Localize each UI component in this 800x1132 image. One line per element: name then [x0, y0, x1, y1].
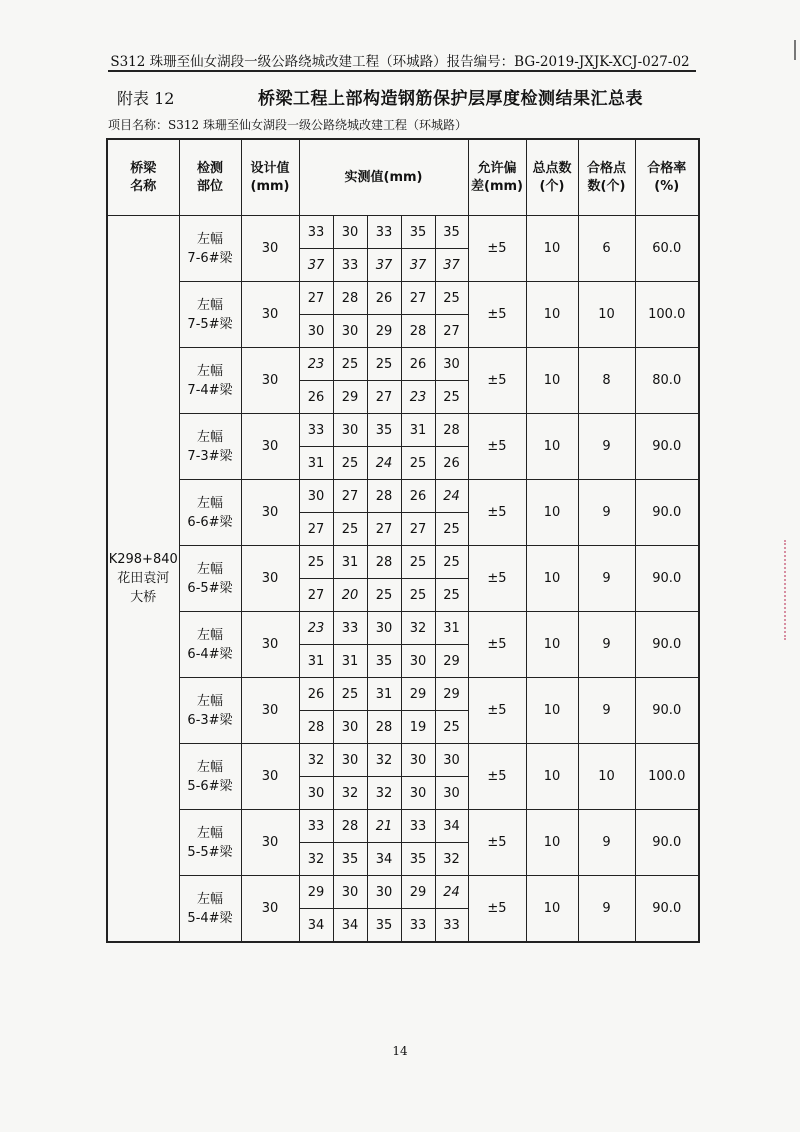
- location-side: 左幅: [196, 363, 223, 379]
- measured-value-cell: 21: [367, 810, 401, 843]
- measured-value-cell: 34: [367, 843, 401, 876]
- measured-value-cell: 33: [367, 216, 401, 249]
- location-beam: 5-5#梁: [187, 844, 233, 860]
- location-cell: [179, 414, 241, 480]
- measured-value-cell: 30: [299, 480, 333, 513]
- pass-cell: 9: [578, 678, 635, 744]
- measured-value-cell: 34: [435, 810, 468, 843]
- table-row: [107, 612, 699, 645]
- location-beam: 7-4#梁: [187, 382, 233, 398]
- measured-value-cell: 35: [401, 216, 435, 249]
- location-side: 左幅: [196, 429, 223, 445]
- measured-value-cell: 25: [435, 381, 468, 414]
- margin-stamp-mark: [784, 540, 796, 640]
- total-cell: 10: [526, 282, 578, 348]
- location-beam: 7-3#梁: [187, 448, 233, 464]
- measured-value-cell: 23: [401, 381, 435, 414]
- rate-cell: 90.0: [635, 546, 699, 612]
- location-cell: [179, 678, 241, 744]
- location-side: 左幅: [196, 627, 223, 643]
- measured-value-cell: 30: [401, 744, 435, 777]
- measured-value-cell: 25: [401, 579, 435, 612]
- design-value-cell: 30: [241, 348, 299, 414]
- measured-value-cell: 25: [333, 447, 367, 480]
- measured-value-cell: 30: [367, 876, 401, 909]
- table-row: [107, 876, 699, 909]
- bridge-name-line: 大桥: [130, 590, 157, 605]
- table-row: [107, 810, 699, 843]
- measured-value-cell: 33: [299, 810, 333, 843]
- measured-value-cell: 27: [401, 282, 435, 315]
- measured-value-cell: 25: [367, 348, 401, 381]
- measured-value-cell: 35: [435, 216, 468, 249]
- tol-cell: ±5: [468, 546, 526, 612]
- location-beam: 6-5#梁: [187, 580, 233, 596]
- measured-value-cell: 27: [299, 282, 333, 315]
- measured-value-cell: 32: [333, 777, 367, 810]
- measured-value-cell: 35: [367, 414, 401, 447]
- col-header-pass: 合格点 数(个): [578, 139, 635, 216]
- measured-value-cell: 25: [333, 513, 367, 546]
- measured-value-cell: 37: [435, 249, 468, 282]
- measured-value-cell: 29: [401, 678, 435, 711]
- design-value-cell: 30: [241, 810, 299, 876]
- measured-value-cell: 24: [435, 480, 468, 513]
- measured-value-cell: 29: [401, 876, 435, 909]
- rate-cell: 90.0: [635, 480, 699, 546]
- pass-cell: 9: [578, 876, 635, 943]
- tol-cell: ±5: [468, 678, 526, 744]
- measured-value-cell: 30: [401, 777, 435, 810]
- location-cell: [179, 744, 241, 810]
- measured-value-cell: 31: [367, 678, 401, 711]
- rate-cell: 90.0: [635, 876, 699, 943]
- pass-cell: 8: [578, 348, 635, 414]
- measured-value-cell: 25: [401, 546, 435, 579]
- measured-value-cell: 34: [299, 909, 333, 943]
- measured-value-cell: 29: [435, 645, 468, 678]
- measured-value-cell: 37: [367, 249, 401, 282]
- measured-value-cell: 29: [299, 876, 333, 909]
- measured-value-cell: 30: [333, 315, 367, 348]
- total-cell: 10: [526, 546, 578, 612]
- measured-value-cell: 33: [333, 612, 367, 645]
- design-value-cell: 30: [241, 414, 299, 480]
- header-rule: [108, 70, 696, 72]
- bridge-name-line: 花田袁河: [117, 571, 170, 586]
- location-side: 左幅: [196, 693, 223, 709]
- measured-value-cell: 28: [367, 546, 401, 579]
- project-name: 项目名称：S312 珠珊至仙女湖段一级公路绕城改建工程（环城路）: [108, 118, 467, 132]
- table-row: [107, 678, 699, 711]
- measured-value-cell: 29: [333, 381, 367, 414]
- measured-value-cell: 27: [367, 381, 401, 414]
- measured-value-cell: 35: [333, 843, 367, 876]
- measured-value-cell: 33: [401, 810, 435, 843]
- measured-value-cell: 26: [435, 447, 468, 480]
- location-cell: [179, 216, 241, 282]
- pass-cell: 10: [578, 282, 635, 348]
- measured-value-cell: 29: [435, 678, 468, 711]
- measured-value-cell: 33: [333, 249, 367, 282]
- measured-value-cell: 25: [435, 282, 468, 315]
- location-cell: [179, 810, 241, 876]
- measured-value-cell: 28: [299, 711, 333, 744]
- measured-value-cell: 27: [367, 513, 401, 546]
- location-cell: [179, 480, 241, 546]
- total-cell: 10: [526, 678, 578, 744]
- measured-value-cell: 25: [367, 579, 401, 612]
- measured-value-cell: 33: [299, 414, 333, 447]
- measured-value-cell: 25: [333, 678, 367, 711]
- measured-value-cell: 26: [299, 381, 333, 414]
- location-side: 左幅: [196, 561, 223, 577]
- measured-value-cell: 28: [367, 711, 401, 744]
- measured-value-cell: 27: [435, 315, 468, 348]
- col-header-location: 检测 部位: [179, 139, 241, 216]
- location-beam: 6-6#梁: [187, 514, 233, 530]
- measured-value-cell: 32: [367, 744, 401, 777]
- measured-value-cell: 30: [299, 777, 333, 810]
- location-side: 左幅: [196, 231, 223, 247]
- total-cell: 10: [526, 216, 578, 282]
- measured-value-cell: 26: [367, 282, 401, 315]
- pass-cell: 9: [578, 612, 635, 678]
- design-value-cell: 30: [241, 876, 299, 943]
- measured-value-cell: 30: [401, 645, 435, 678]
- total-cell: 10: [526, 744, 578, 810]
- measured-value-cell: 30: [435, 777, 468, 810]
- measured-value-cell: 31: [299, 447, 333, 480]
- table-row: [107, 744, 699, 777]
- design-value-cell: 30: [241, 216, 299, 282]
- tol-cell: ±5: [468, 612, 526, 678]
- measured-value-cell: 20: [333, 579, 367, 612]
- measured-value-cell: 27: [299, 579, 333, 612]
- measured-value-cell: 25: [333, 348, 367, 381]
- table-title: 桥梁工程上部构造钢筋保护层厚度检测结果汇总表: [258, 89, 643, 109]
- measured-value-cell: 30: [435, 744, 468, 777]
- measured-value-cell: 29: [367, 315, 401, 348]
- measured-value-cell: 30: [333, 876, 367, 909]
- measured-value-cell: 31: [333, 546, 367, 579]
- col-header-bridge: 桥梁 名称: [107, 139, 179, 216]
- location-side: 左幅: [196, 495, 223, 511]
- table-header-row: [107, 139, 699, 216]
- measured-value-cell: 33: [299, 216, 333, 249]
- tol-cell: ±5: [468, 480, 526, 546]
- design-value-cell: 30: [241, 612, 299, 678]
- tol-cell: ±5: [468, 348, 526, 414]
- pass-cell: 9: [578, 480, 635, 546]
- appendix-label: 附表 12: [117, 89, 175, 108]
- measured-value-cell: 31: [333, 645, 367, 678]
- table-row: [107, 282, 699, 315]
- measured-value-cell: 30: [333, 711, 367, 744]
- measured-value-cell: 19: [401, 711, 435, 744]
- col-header-design: 设计值 (mm): [241, 139, 299, 216]
- measured-value-cell: 32: [401, 612, 435, 645]
- design-value-cell: 30: [241, 480, 299, 546]
- location-beam: 5-6#梁: [187, 778, 233, 794]
- page-number: 14: [392, 1044, 408, 1058]
- pass-cell: 6: [578, 216, 635, 282]
- measured-value-cell: 24: [367, 447, 401, 480]
- pass-cell: 9: [578, 546, 635, 612]
- location-cell: [179, 876, 241, 943]
- table-row: [107, 216, 699, 249]
- design-value-cell: 30: [241, 546, 299, 612]
- measured-value-cell: 32: [435, 843, 468, 876]
- measured-value-cell: 37: [299, 249, 333, 282]
- scan-edge-mark: [794, 40, 796, 60]
- design-value-cell: 30: [241, 282, 299, 348]
- measured-value-cell: 25: [299, 546, 333, 579]
- location-beam: 7-6#梁: [187, 250, 233, 266]
- report-header: S312 珠珊至仙女湖段一级公路绕城改建工程（环城路）报告编号：BG-2019-JXJK-XCJ-027-02: [110, 54, 690, 70]
- pass-cell: 9: [578, 414, 635, 480]
- rate-cell: 60.0: [635, 216, 699, 282]
- measured-value-cell: 34: [333, 909, 367, 943]
- measured-value-cell: 30: [333, 414, 367, 447]
- measured-value-cell: 28: [435, 414, 468, 447]
- location-beam: 7-5#梁: [187, 316, 233, 332]
- table-row: [107, 348, 699, 381]
- rate-cell: 90.0: [635, 678, 699, 744]
- location-beam: 6-3#梁: [187, 712, 233, 728]
- measured-value-cell: 35: [401, 843, 435, 876]
- measured-value-cell: 25: [435, 711, 468, 744]
- measured-value-cell: 30: [367, 612, 401, 645]
- rate-cell: 90.0: [635, 612, 699, 678]
- rate-cell: 100.0: [635, 744, 699, 810]
- measured-value-cell: 28: [401, 315, 435, 348]
- measured-value-cell: 25: [435, 546, 468, 579]
- tol-cell: ±5: [468, 810, 526, 876]
- location-cell: [179, 546, 241, 612]
- bridge-name-line: K298+840: [108, 552, 178, 567]
- measured-value-cell: 26: [401, 348, 435, 381]
- measured-value-cell: 24: [435, 876, 468, 909]
- measured-value-cell: 30: [299, 315, 333, 348]
- measured-value-cell: 33: [435, 909, 468, 943]
- measured-value-cell: 33: [401, 909, 435, 943]
- rate-cell: 90.0: [635, 414, 699, 480]
- measured-value-cell: 31: [401, 414, 435, 447]
- measured-value-cell: 32: [367, 777, 401, 810]
- measured-value-cell: 27: [299, 513, 333, 546]
- location-beam: 5-4#梁: [187, 910, 233, 926]
- location-side: 左幅: [196, 825, 223, 841]
- location-side: 左幅: [196, 759, 223, 775]
- location-side: 左幅: [196, 297, 223, 313]
- tol-cell: ±5: [468, 282, 526, 348]
- measured-value-cell: 26: [299, 678, 333, 711]
- measured-value-cell: 32: [299, 744, 333, 777]
- measured-value-cell: 32: [299, 843, 333, 876]
- col-header-total: 总点数 (个): [526, 139, 578, 216]
- measured-value-cell: 26: [401, 480, 435, 513]
- tol-cell: ±5: [468, 414, 526, 480]
- total-cell: 10: [526, 480, 578, 546]
- col-header-tolerance: 允许偏 差(mm): [468, 139, 526, 216]
- location-cell: [179, 612, 241, 678]
- total-cell: 10: [526, 810, 578, 876]
- bridge-name-cell: [107, 216, 179, 943]
- measured-value-cell: 30: [333, 216, 367, 249]
- table-row: [107, 480, 699, 513]
- total-cell: 10: [526, 612, 578, 678]
- location-beam: 6-4#梁: [187, 646, 233, 662]
- location-cell: [179, 348, 241, 414]
- measured-value-cell: 23: [299, 348, 333, 381]
- total-cell: 10: [526, 348, 578, 414]
- location-cell: [179, 282, 241, 348]
- tol-cell: ±5: [468, 744, 526, 810]
- rate-cell: 90.0: [635, 810, 699, 876]
- measured-value-cell: 25: [435, 513, 468, 546]
- tol-cell: ±5: [468, 876, 526, 943]
- pass-cell: 9: [578, 810, 635, 876]
- rate-cell: 100.0: [635, 282, 699, 348]
- measured-value-cell: 35: [367, 645, 401, 678]
- measured-value-cell: 31: [435, 612, 468, 645]
- location-side: 左幅: [196, 891, 223, 907]
- measured-value-cell: 27: [333, 480, 367, 513]
- total-cell: 10: [526, 876, 578, 943]
- total-cell: 10: [526, 414, 578, 480]
- measured-value-cell: 30: [435, 348, 468, 381]
- measured-value-cell: 25: [435, 579, 468, 612]
- measured-value-cell: 25: [401, 447, 435, 480]
- design-value-cell: 30: [241, 744, 299, 810]
- pass-cell: 10: [578, 744, 635, 810]
- tol-cell: ±5: [468, 216, 526, 282]
- measured-value-cell: 28: [367, 480, 401, 513]
- measured-value-cell: 37: [401, 249, 435, 282]
- measured-value-cell: 23: [299, 612, 333, 645]
- table-row: [107, 546, 699, 579]
- col-header-measured: 实测值(mm): [299, 139, 468, 216]
- col-header-rate: 合格率 (%): [635, 139, 699, 216]
- table-row: [107, 414, 699, 447]
- results-table: [106, 138, 700, 943]
- measured-value-cell: 30: [333, 744, 367, 777]
- measured-value-cell: 28: [333, 282, 367, 315]
- rate-cell: 80.0: [635, 348, 699, 414]
- design-value-cell: 30: [241, 678, 299, 744]
- measured-value-cell: 28: [333, 810, 367, 843]
- measured-value-cell: 35: [367, 909, 401, 943]
- measured-value-cell: 27: [401, 513, 435, 546]
- measured-value-cell: 31: [299, 645, 333, 678]
